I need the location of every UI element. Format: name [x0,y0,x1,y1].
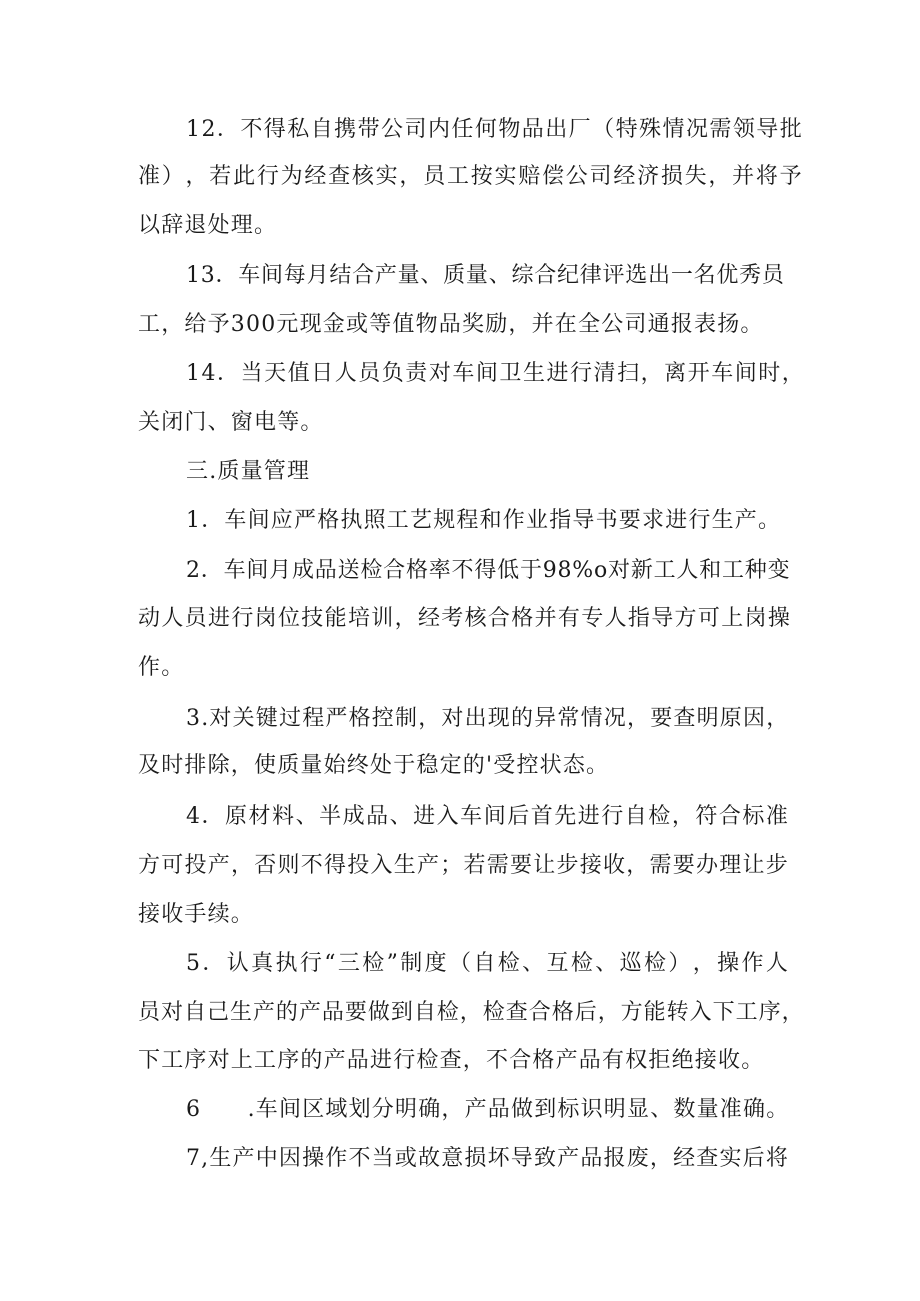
item-14-line-1: 1 4 ． 当 天 值 日 人 员 负 责 对 车 间 卫 生 进 行 清 扫 ， 离 开 车 间 时 ， [186,361,804,386]
quality-item-1-line-1: 1．车间应严格执照工艺规程和作业指导书要求进行生产。 [186,508,782,533]
item-12-line-2: 准 ） ， 若 此 行 为 经 查 核 实 ， 员 工 按 实 赔 偿 公 司 经 济 损 失 ， 并 将 予 [138,164,802,189]
quality-item-5-line-1: 5 ． 认 真 执 行 “ 三 检 ” 制 度 （ 自 检 、 互 检 、 巡 检 ） ， 操 作 人 [186,951,788,976]
quality-item-2-line-1: 2 ． 车 间 月 成 品 送 检 合 格 率 不 得 低 于 9 8 % o 对 新 工 人 和 工 种 变 [186,558,790,583]
item-14-line-2: 关闭门、窗电等。 [138,410,324,435]
quality-item-2-line-3: 作。 [138,655,185,680]
quality-item-2-line-2: 动 人 员 进 行 岗 位 技 能 培 训 ， 经 考 核 合 格 并 有 专 人 指 导 方 可 上 岗 操 [138,606,790,631]
quality-item-5-line-3: 下工序对上工序的产品进行检查，不合格产品有权拒绝接收。 [138,1048,765,1073]
quality-item-7-line-1: 7 , 生 产 中 因 操 作 不 当 或 故 意 损 坏 导 致 产 品 报 废 ， 经 查 实 后 将 [186,1146,788,1171]
quality-item-4-line-2: 方 可 投 产 ， 否 则 不 得 投 入 生 产 ； 若 需 要 让 步 接 收 ， 需 要 办 理 让 步 [138,853,788,878]
item-13-line-2: 工，给予300元现金或等值物品奖励，并在全公司通报表扬。 [138,312,764,337]
quality-item-3-line-1: 3.对关键过程严格控制，对出现的异常情况，要查明原因， [186,706,790,731]
item-13-line-1: 1 3 ． 车 间 每 月 结 合 产 量 、 质 量 、 综 合 纪 律 评 选 出 一 名 优 秀 员 [186,263,784,288]
quality-item-4-line-3: 接收手续。 [138,902,255,927]
quality-item-3-line-2: 及时排除，使质量始终处于稳定的'受控状态。 [138,753,610,778]
item-12-line-1: 1 2 ． 不 得 私 自 携 带 公 司 内 任 何 物 品 出 厂 （ 特 殊 情 况 需 领 导 批 [186,117,802,142]
item-12-line-3: 以辞退处理。 [138,213,278,238]
quality-item-5-line-2: 员 对 自 己 生 产 的 产 品 要 做 到 自 检 ， 检 查 合 格 后 ， 方 能 转 入 下 工 序 ， [138,1000,804,1025]
quality-item-4-line-1: 4 ． 原 材 料 、 半 成 品 、 进 入 车 间 后 首 先 进 行 自 检 ， 符 合 标 准 [186,804,788,829]
quality-item-6-line-1: 6 .车间区域划分明确，产品做到标识明显、数量准确。 [186,1097,790,1122]
section-heading-quality: 三.质量管理 [186,459,311,484]
